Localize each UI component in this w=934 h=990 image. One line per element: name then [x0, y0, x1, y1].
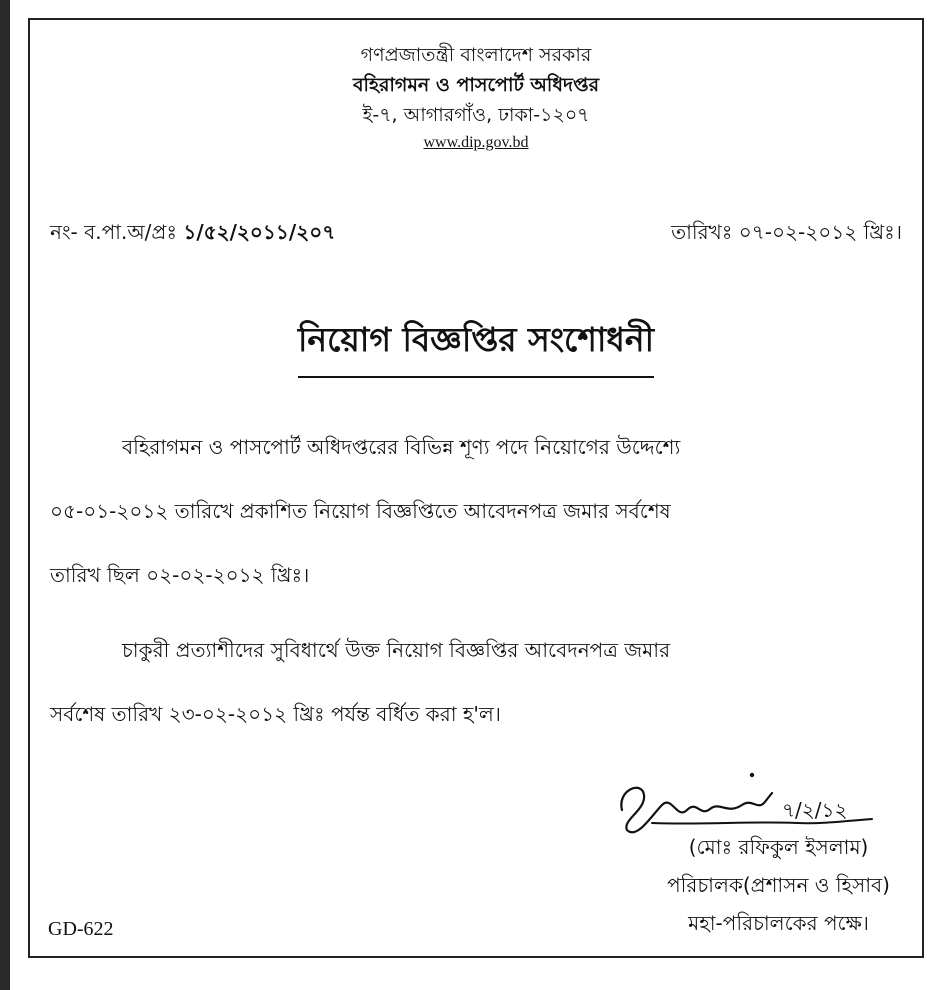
- issue-date: তারিখঃ ০৭-০২-২০১২ খ্রিঃ।: [671, 220, 902, 244]
- signatory-name: (মোঃ রফিকুল ইসলাম): [688, 835, 869, 859]
- signature-date: ৭/২/১২: [782, 798, 848, 822]
- signatory-block: [667, 828, 890, 942]
- paragraph-2: [50, 618, 900, 746]
- signatory-on-behalf: মহা-পরিচালকের পক্ষে।: [688, 911, 869, 935]
- signatory-designation: পরিচালক(প্রশাসন ও হিসাব): [667, 873, 890, 897]
- office-name: বহিরাগমন ও পাসপোর্ট অধিদপ্তর: [352, 74, 600, 96]
- left-border-strip: [0, 0, 10, 990]
- reference-memo-number: ১/৫২/২০১১/২০৭: [183, 220, 336, 244]
- reference-number: [50, 218, 335, 251]
- office-address: ই-৭, আগারগাঁও, ঢাকা-১২০৭: [362, 104, 590, 126]
- notice-title-text: নিয়োগ বিজ্ঞপ্তির সংশোধনী: [298, 314, 654, 378]
- paragraph-1-line-3: তারিখ ছিল ০২-০২-২০১২ খ্রিঃ।: [50, 563, 310, 587]
- letterhead: [30, 40, 922, 156]
- paragraph-2-line-1: চাকুরী প্রত্যাশীদের সুবিধার্থে উক্ত নিয়োগ বিজ্ঞপ্তির আবেদনপত্র জমার: [122, 638, 671, 662]
- paragraph-1-line-1: বহিরাগমন ও পাসপোর্ট অধিদপ্তরের বিভিন্ন শূণ্য পদে নিয়োগের উদ্দেশ্যে: [122, 435, 681, 459]
- paragraph-1: [50, 415, 900, 607]
- notice-document: [28, 18, 924, 958]
- paragraph-2-line-2: সর্বশেষ তারিখ ২৩-০২-২০১২ খ্রিঃ পর্যন্ত বর্ধিত করা হ'ল।: [50, 702, 501, 726]
- notice-title: [30, 314, 922, 378]
- reference-prefix: নং- ব.পা.অ/প্রঃ: [50, 220, 184, 244]
- paragraph-1-line-2: ০৫-০১-২০১২ তারিখে প্রকাশিত নিয়োগ বিজ্ঞপ্তিতে আবেদনপত্র জমার সর্বশেষ: [50, 499, 671, 523]
- gd-code: GD-622: [48, 918, 114, 940]
- website-link[interactable]: www.dip.gov.bd: [423, 134, 529, 151]
- government-name: গণপ্রজাতন্ত্রী বাংলাদেশ সরকার: [360, 44, 592, 66]
